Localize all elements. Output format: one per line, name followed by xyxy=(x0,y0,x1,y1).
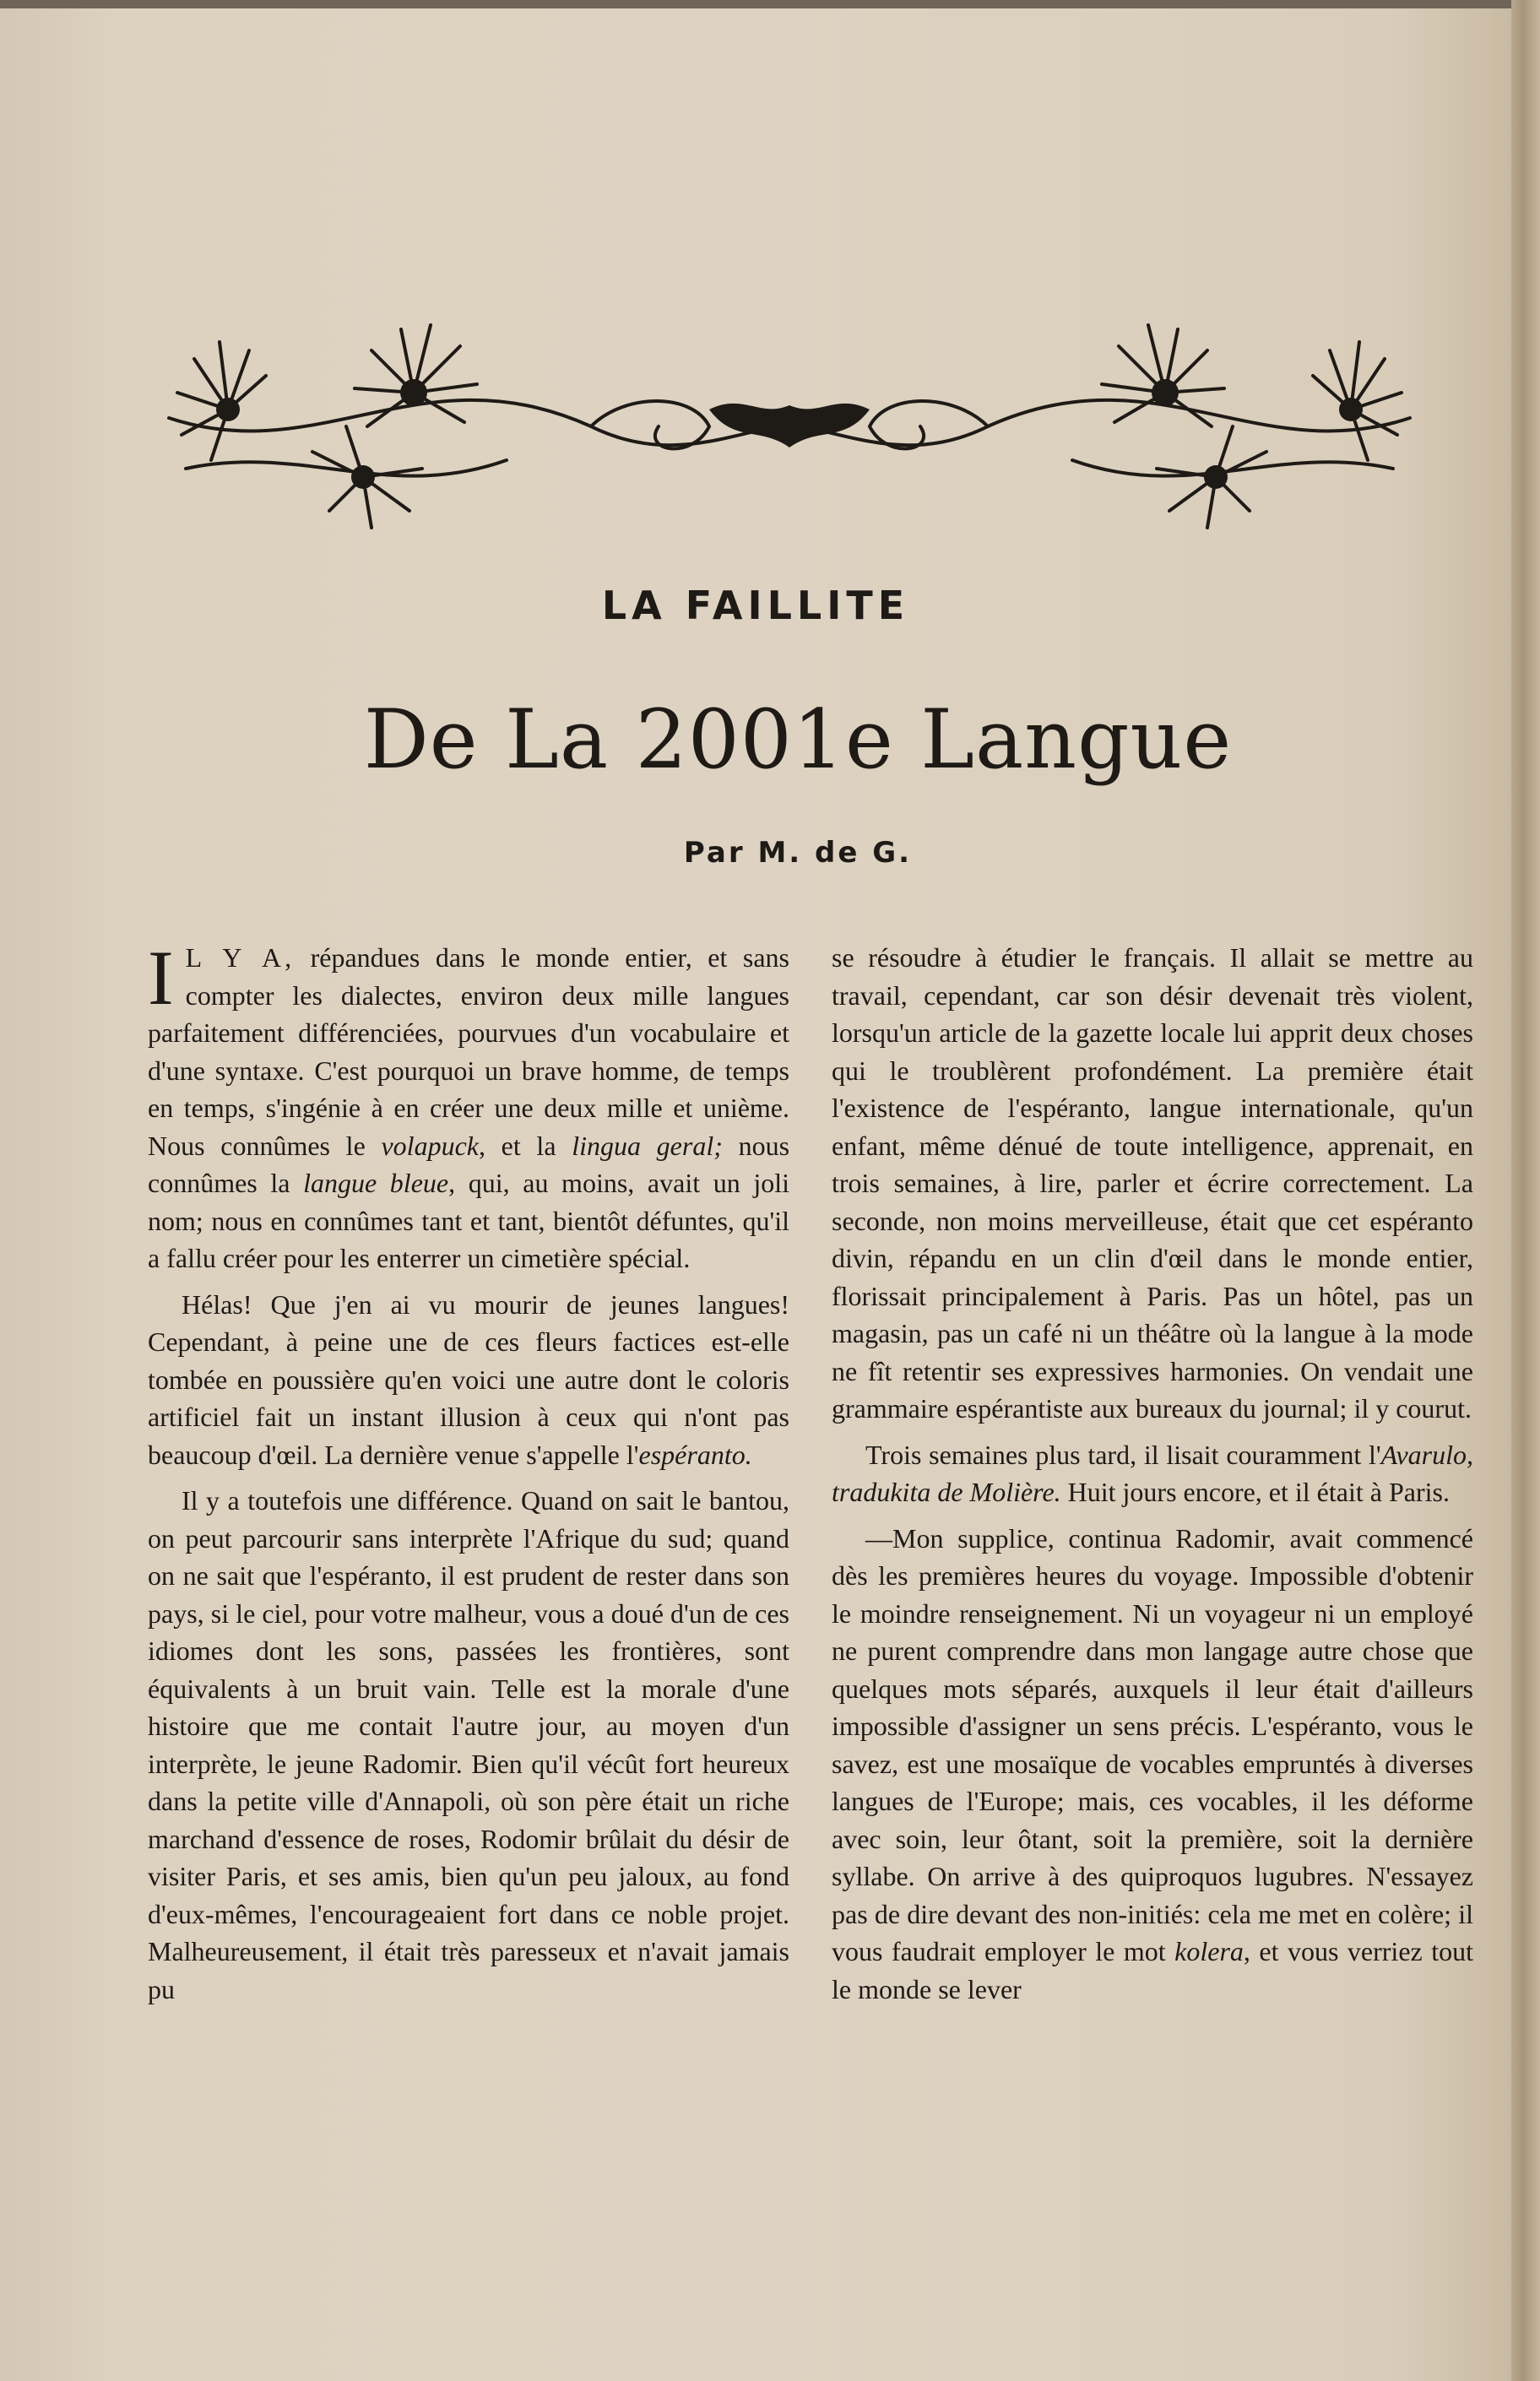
italic-term: lingua geral; xyxy=(572,1130,723,1161)
italic-term: espéranto. xyxy=(638,1439,752,1470)
right-column xyxy=(832,939,1473,2016)
paragraph-text: répandues dans le monde entier, et sans compter les dialectes, environ deux mille langues parfaitement différenciées, pourvues d'un vocabulaire et d'une syntaxe. C'est pourquoi un brave homme, de temps en temps, s'ingénie à en créer une deux mille et unième. Nous connûmes le xyxy=(148,942,790,1161)
drop-cap: I xyxy=(148,935,174,1021)
paragraph xyxy=(148,935,790,1277)
top-border xyxy=(0,0,1511,8)
paragraph-text: , et vous verriez tout le monde se lever xyxy=(832,1936,1474,2004)
italic-term: kolera xyxy=(1174,1936,1244,1966)
paragraph-text: —Mon supplice, continua Radomir, avait commencé dès les premières heures du voyage. Impossible d'obtenir le moindre renseignement. Ni un voyageur ni un employé ne purent comprendre dans mon langage autre chose que quelques mots séparés, auxquels il leur était d'ailleurs impossible d'assigner un sens précis. L'espéranto, vous le savez, est une mosaïque de vocables empruntés à diverses langues de l'Europe; mais, ces vocables, il les déforme avec soin, leur ôtant, soit la première, soit la dernière syllabe. On arrive à des quiproquos lugubres. N'essayez pas de dire devant des non-initiés: cela me met en colère; il vous faudrait employer le mot xyxy=(832,1522,1473,1966)
article-byline: Par M. de G. xyxy=(683,836,913,870)
article-title: De La 2001e Langue xyxy=(363,692,1233,787)
article-kicker: LA FAILLITE xyxy=(601,583,910,628)
paragraph-text: Trois semaines plus tard, il lisait couramment l' xyxy=(865,1439,1381,1470)
italic-term: Avarulo, tradukita de Molière. xyxy=(832,1439,1473,1507)
paragraph-text: , et la xyxy=(478,1130,572,1161)
paragraph xyxy=(832,1520,1473,2009)
italic-term: langue bleue xyxy=(303,1168,449,1198)
floral-daisy-scroll-icon xyxy=(152,300,1427,545)
lead-in: L Y A, xyxy=(185,942,296,973)
paragraph xyxy=(148,1286,789,1474)
paragraph-text: Hélas! Que j'en ai vu mourir de jeunes langues! Cependant, à peine une de ces fleurs factices est-elle tombée en poussière qu'en voici une autre dont le coloris artificiel fait un instant illusion à ceux qui n'ont pas beaucoup d'œil. La dernière venue s'appelle l' xyxy=(148,1288,789,1470)
paragraph: se résoudre à étudier le français. Il allait se mettre au travail, cependant, car son désir devenait très violent, lorsqu'un article de la gazette locale lui apprit deux choses qui le troublèrent profondément. La première était l'existence de l'espéranto, langue internationale, qu'un enfant, même dénué de toute intelligence, apprenait, en trois semaines, à lire, parler et écrire correctement. La seconde, non moins merveilleuse, était que cet espéranto divin, répandu en un clin d'œil dans le monde entier, florissait principalement à Paris. Pas un hôtel, pas un magasin, pas un café ni un théâtre où la langue à la mode ne fît retentir ses expressives harmonies. On vendait une grammaire espérantiste aux bureaux du journal; il y courut. xyxy=(832,942,1473,1424)
paragraph-text: , qui, au moins, avait un joli nom; nous en connûmes tant et tant, bientôt défuntes, qu'il a fallu créer pour les enterrer un cimetière spécial. xyxy=(148,1168,790,1273)
paragraph-text: nous connûmes la xyxy=(148,1130,790,1198)
italic-term: volapuck xyxy=(381,1130,479,1161)
paragraph-text: Huit jours encore, et il était à Paris. xyxy=(1060,1477,1450,1507)
paragraph xyxy=(832,1436,1473,1511)
paragraph: Il y a toutefois une différence. Quand on sait le bantou, on peut parcourir sans interprète l'Afrique du sud; quand on ne sait que l'espéranto, il est prudent de rester dans son pays, si le ciel, pour votre malheur, vous a doué d'un de ces idiomes dont les sons, passées les frontières, sont équivalents à un bruit vain. Telle est la morale d'une histoire que me contait l'autre jour, au moyen d'un interprète, le jeune Radomir. Bien qu'il vécût fort heureux dans la petite ville d'Annapoli, où son père était un riche marchand d'essence de roses, Rodomir brûlait du désir de visiter Paris, et ses amis, bien qu'un peu jaloux, au fond d'eux-mêmes, l'encourageaient fort dans ce noble projet. Malheureusement, il était très paresseux et n'avait jamais pu xyxy=(148,1485,789,2004)
binding-edge xyxy=(1511,0,1540,2381)
left-column xyxy=(148,935,790,2016)
